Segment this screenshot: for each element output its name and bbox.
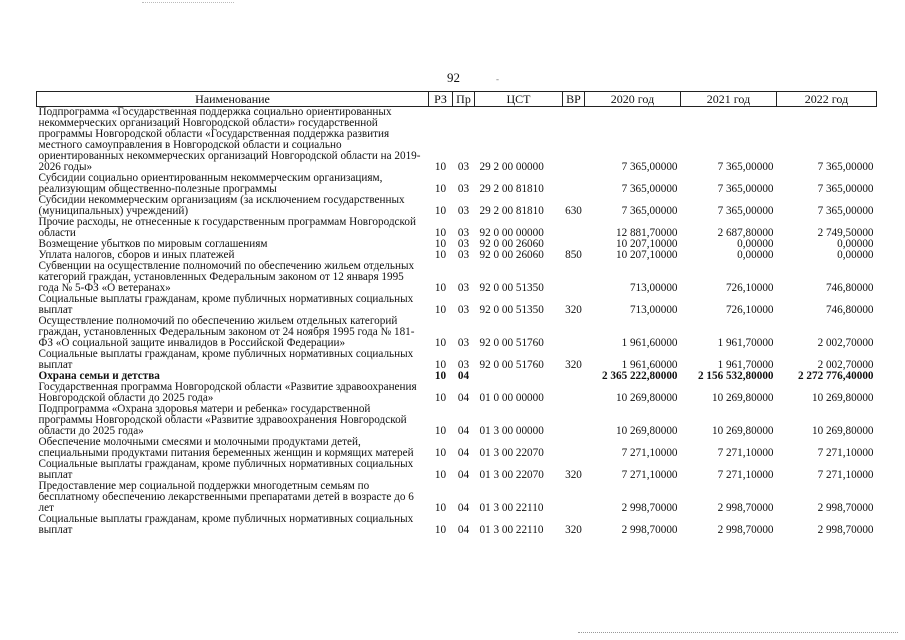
cell-rz: 10 [434,304,447,316]
cell-rz: 10 [434,447,447,459]
cell-name: Уплата налогов, сборов и иных платежей [38,249,235,261]
cell-y2020: 2 365 222,80000 [601,370,678,382]
cell-y2022: 2 002,70000 [817,337,874,349]
cell-vr [563,382,585,404]
cell-y2021: 2 998,70000 [717,502,774,514]
cell-rz: 10 [434,249,447,261]
scan-artifact-top [142,2,234,3]
cell-y2021: 1 961,70000 [717,337,774,349]
cell-y2020: 1 961,60000 [621,359,678,371]
cell-vr [563,316,585,349]
cell-name: Социальные выплаты гражданам, кроме публичных нормативных социальных выплат [38,293,414,316]
cell-y2021: 7 271,10000 [717,469,774,481]
cell-cst: 01 3 00 00000 [479,425,544,437]
cell-y2021: 2 687,80000 [717,227,774,239]
table-row [37,195,877,217]
cell-y2022: 7 365,00000 [817,205,874,217]
cell-y2020: 10 269,80000 [615,425,678,437]
table-row [37,261,877,294]
table-row [37,173,877,195]
cell-y2020: 2 998,70000 [621,524,678,536]
cell-name: Возмещение убытков по мировым соглашениям [38,238,268,250]
cell-y2022: 0,00000 [837,238,874,250]
cell-cst: 29 2 00 81810 [479,205,544,217]
cell-cst: 92 0 00 26060 [479,249,544,261]
cell-cst: 92 0 00 00000 [479,227,544,239]
cell-cst [475,371,563,382]
cell-vr: 320 [565,304,582,316]
column-header-vr: ВР [563,92,585,107]
budget-table [36,91,877,536]
cell-pr: 03 [457,183,470,195]
cell-name: Охрана семьи и детства [38,370,160,382]
cell-cst: 01 3 00 22110 [479,502,544,514]
cell-name: Подпрограмма «Охрана здоровья матери и ребенка» государственной программы Новгородской области «Развитие здравоохранения Новгородской области до 2025 года» [38,403,407,437]
column-header-cst: ЦСТ [475,92,563,107]
page-number: 92 [447,70,460,85]
cell-y2020: 7 365,00000 [621,161,678,173]
cell-y2022: 746,80000 [825,304,874,316]
cell-y2020: 7 365,00000 [621,205,678,217]
cell-cst: 01 0 00 00000 [479,392,544,404]
cell-pr: 03 [457,337,470,349]
cell-pr: 04 [457,370,470,382]
cell-y2022: 2 272 776,40000 [797,370,874,382]
cell-pr: 04 [457,524,470,536]
cell-y2020: 12 881,70000 [615,227,678,239]
cell-y2020: 10 207,10000 [615,238,678,250]
cell-rz: 10 [434,524,447,536]
cell-vr [563,173,585,195]
cell-name: Социальные выплаты гражданам, кроме публичных нормативных социальных выплат [38,458,414,481]
cell-pr: 04 [457,502,470,514]
cell-y2021: 2 998,70000 [717,524,774,536]
cell-rz: 10 [434,205,447,217]
cell-y2021: 7 365,00000 [717,183,774,195]
cell-name: Подпрограмма «Государственная поддержка социально ориентированных некоммерческих организаций Новгородской области» государственной программы Новгородской области «Государственная поддержка развития местного самоуправления в Новгородской области и социально ориентированных некоммерческих организаций Новгородской области на 2019-2026 годы» [38,106,421,173]
table-row [37,481,877,514]
column-header-2020: 2020 год [585,92,681,107]
cell-rz: 10 [434,183,447,195]
cell-y2021: 7 271,10000 [717,447,774,459]
cell-y2022: 2 998,70000 [817,524,874,536]
cell-cst: 92 0 00 51760 [479,359,544,371]
cell-rz: 10 [434,425,447,437]
column-header-2021: 2021 год [681,92,777,107]
cell-y2022: 2 749,50000 [817,227,874,239]
table-header-row [37,92,877,107]
cell-pr: 04 [457,392,470,404]
cell-cst: 92 0 00 51350 [479,304,544,316]
cell-rz: 10 [434,502,447,514]
cell-y2020: 2 998,70000 [621,502,678,514]
column-header-rz: РЗ [429,92,453,107]
table-row [37,294,877,316]
cell-y2021: 726,10000 [725,304,774,316]
cell-rz: 10 [434,238,447,250]
cell-vr [563,371,585,382]
cell-y2022: 10 269,80000 [811,425,874,437]
cell-y2021: 2 156 532,80000 [697,370,774,382]
cell-pr: 03 [457,238,470,250]
cell-cst: 29 2 00 00000 [479,161,544,173]
cell-vr [563,404,585,437]
cell-y2022: 746,80000 [825,282,874,294]
cell-y2022: 7 365,00000 [817,161,874,173]
cell-pr: 03 [457,205,470,217]
cell-y2021: 726,10000 [725,282,774,294]
scan-mark: - [496,74,499,84]
cell-cst: 01 3 00 22070 [479,469,544,481]
cell-rz: 10 [434,469,447,481]
cell-name: Осуществление полномочий по обеспечению жильем отдельных категорий граждан, установленных Федеральным законом от 24 ноября 1995 года № 181-ФЗ «О социальной защите инвалидов в Российской Федерации» [38,315,415,349]
cell-name: Государственная программа Новгородской области «Развитие здравоохранения Новгородской области до 2025 года» [38,381,417,404]
cell-vr [563,217,585,239]
cell-name: Субсидии некоммерческим организациям (за исключением государственных (муниципальных) учреждений) [38,194,405,217]
cell-y2020: 1 961,60000 [621,337,678,349]
cell-cst: 01 3 00 22070 [479,447,544,459]
cell-vr [563,107,585,174]
cell-pr: 03 [457,227,470,239]
table-row [37,316,877,349]
cell-y2022: 7 271,10000 [817,447,874,459]
cell-rz: 10 [434,392,447,404]
cell-vr [563,437,585,459]
cell-y2021: 10 269,80000 [711,425,774,437]
cell-rz: 10 [434,227,447,239]
cell-y2022: 2 998,70000 [817,502,874,514]
table-body [37,107,877,537]
cell-y2022: 2 002,70000 [817,359,874,371]
cell-y2020: 7 271,10000 [621,447,678,459]
cell-cst: 92 0 00 51760 [479,337,544,349]
cell-cst: 92 0 00 51350 [479,282,544,294]
cell-y2020: 7 271,10000 [621,469,678,481]
cell-y2021: 7 365,00000 [717,161,774,173]
cell-name: Прочие расходы, не отнесенные к государственным программам Новгородской области [38,216,416,239]
table-row [37,404,877,437]
cell-y2020: 10 207,10000 [615,249,678,261]
table-row [37,514,877,536]
cell-name: Обеспечение молочными смесями и молочными продуктами детей, специальными продуктами питания беременных женщин и кормящих матерей [38,436,414,459]
cell-y2021: 1 961,70000 [717,359,774,371]
cell-cst: 29 2 00 81810 [479,183,544,195]
cell-rz: 10 [434,161,447,173]
cell-vr [563,261,585,294]
cell-pr: 03 [457,304,470,316]
cell-y2022: 10 269,80000 [811,392,874,404]
cell-y2022: 7 271,10000 [817,469,874,481]
cell-y2020: 713,00000 [629,304,678,316]
cell-name: Предоставление мер социальной поддержки многодетным семьям по бесплатному обеспечению лекарственными препаратами детей в возрасте до 6 лет [38,480,414,514]
table-row [37,382,877,404]
cell-pr: 04 [457,425,470,437]
cell-vr: 630 [565,205,582,217]
table-row [37,217,877,239]
cell-y2022: 0,00000 [837,249,874,261]
cell-rz: 10 [434,337,447,349]
cell-rz: 10 [434,370,447,382]
cell-y2022: 7 365,00000 [817,183,874,195]
cell-name: Субвенции на осуществление полномочий по обеспечению жильем отдельных категорий граждан, установленных Федеральным законом от 12 января 1995 года № 5-ФЗ «О ветеранах» [38,260,415,294]
cell-vr: 320 [565,524,582,536]
cell-name: Субсидии социально ориентированным некоммерческим организациям, реализующим общественно-полезные программы [38,172,383,195]
cell-rz: 10 [434,282,447,294]
cell-pr: 03 [457,282,470,294]
cell-y2020: 7 365,00000 [621,183,678,195]
scan-artifact-bottom [578,632,898,633]
cell-pr: 04 [457,469,470,481]
table-row [37,349,877,371]
cell-vr [563,481,585,514]
cell-pr: 03 [457,249,470,261]
cell-y2020: 713,00000 [629,282,678,294]
column-header-name: Наименование [37,92,429,107]
cell-cst: 01 3 00 22110 [479,524,544,536]
cell-vr: 320 [565,469,582,481]
cell-name: Социальные выплаты гражданам, кроме публичных нормативных социальных выплат [38,513,414,536]
cell-vr: 320 [565,359,582,371]
cell-y2020: 10 269,80000 [615,392,678,404]
cell-pr: 03 [457,359,470,371]
column-header-pr: Пр [453,92,475,107]
cell-name: Социальные выплаты гражданам, кроме публичных нормативных социальных выплат [38,348,414,371]
cell-rz: 10 [434,359,447,371]
cell-y2021: 10 269,80000 [711,392,774,404]
cell-y2021: 7 365,00000 [717,205,774,217]
cell-cst: 92 0 00 26060 [479,238,544,250]
cell-pr: 04 [457,447,470,459]
table-row [37,437,877,459]
cell-vr: 850 [565,249,582,261]
table-row [37,459,877,481]
cell-pr: 03 [457,161,470,173]
cell-y2021: 0,00000 [737,249,774,261]
column-header-2022: 2022 год [777,92,877,107]
cell-y2021: 0,00000 [737,238,774,250]
table-row [37,107,877,174]
